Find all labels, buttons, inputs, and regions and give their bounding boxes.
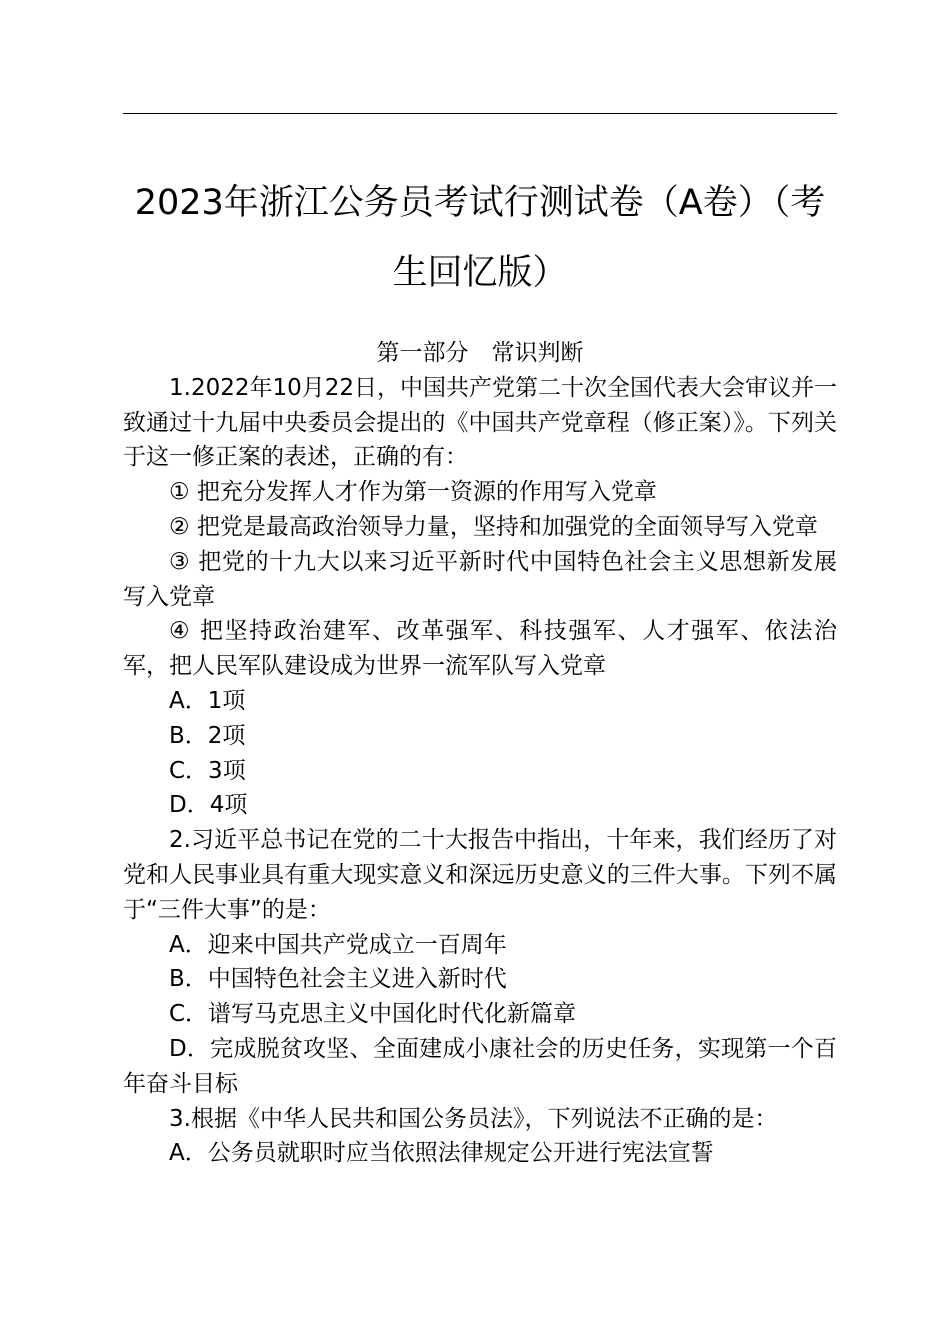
question-2-stem: 2.习近平总书记在党的二十大报告中指出，十年来，我们经历了对党和人民事业具有重大现实意义和深远历史意义的三件大事。下列不属于“三件大事”的是： bbox=[123, 827, 837, 923]
question-2-option-c: C．谱写马克思主义中国化时代化新篇章 bbox=[169, 1001, 577, 1028]
question-3-stem: 3.根据《中华人民共和国公务员法》，下列说法不正确的是： bbox=[169, 1105, 778, 1132]
question-2-option-b: B．中国特色社会主义进入新时代 bbox=[169, 966, 507, 993]
section-heading: 第一部分 常识判断 bbox=[376, 340, 584, 366]
question-1-statement-2: ② 把党是最高政治领导力量，坚持和加强党的全面领导写入党章 bbox=[169, 513, 818, 540]
header-rule bbox=[123, 113, 837, 114]
question-3-option-a: A．公务员就职时应当依照法律规定公开进行宪法宣誓 bbox=[169, 1140, 714, 1167]
question-1-statement-1: ① 把充分发挥人才作为第一资源的作用写入党章 bbox=[169, 479, 657, 506]
question-1-statement-3: ③ 把党的十九大以来习近平新时代中国特色社会主义思想新发展写入党章 bbox=[123, 548, 837, 610]
title-line-2: 生回忆版） bbox=[392, 253, 568, 293]
document-body bbox=[123, 336, 837, 1171]
question-2-option-a: A．迎来中国共产党成立一百周年 bbox=[169, 931, 507, 958]
question-1-option-c: C．3项 bbox=[169, 757, 246, 784]
question-1-option-b: B．2项 bbox=[169, 722, 246, 749]
question-1-option-d: D．4项 bbox=[169, 792, 248, 819]
page-title bbox=[123, 168, 837, 308]
question-1-stem: 1.2022年10月22日，中国共产党第二十次全国代表大会审议并一致通过十九届中央委员会提出的《中国共产党章程（修正案）》。下列关于这一修正案的表述，正确的有： bbox=[123, 374, 838, 471]
title-line-1: 2023年浙江公务员考试行测试卷（A卷）（考 bbox=[134, 183, 826, 223]
question-2-option-d: D．完成脱贫攻坚、全面建成小康社会的历史任务，实现第一个百年奋斗目标 bbox=[123, 1035, 837, 1097]
question-1-statement-4: ④ 把坚持政治建军、改革强军、科技强军、人才强军、依法治军，把人民军队建设成为世界一流军队写入党章 bbox=[123, 618, 837, 680]
question-1-option-a: A．1项 bbox=[169, 687, 246, 714]
